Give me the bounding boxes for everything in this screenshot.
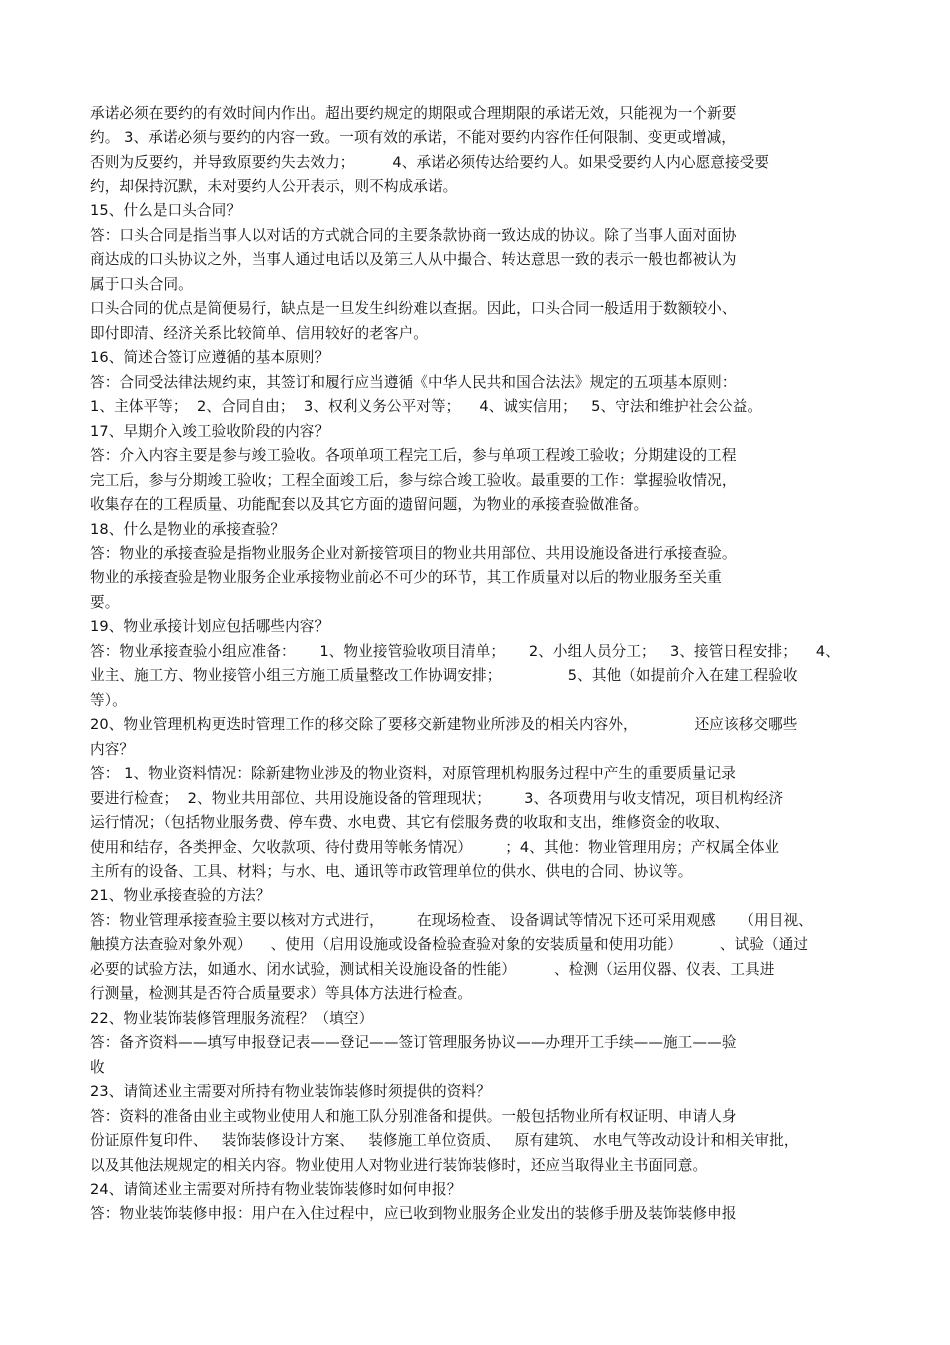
text-line: 运行情况；（包括物业服务费、停车费、水电费、其它有偿服务费的收取和支出，维修资金的收取、 bbox=[90, 814, 730, 831]
text-line: 答：物业管理承接查验主要以核对方式进行， 在现场检查、 设备调试等情况下还可采用观感 （用目视、 bbox=[90, 912, 813, 929]
question-heading: 24、请简述业主需要对所持有物业装饰装修时如何申报？ bbox=[90, 1181, 462, 1198]
question-heading: 20、物业管理机构更迭时管理工作的移交除了要移交新建物业所涉及的相关内容外， 还应该移交哪些 bbox=[90, 716, 798, 733]
text-line: 商达成的口头协议之外，当事人通过电话以及第三人从中撮合、转达意思一致的表示一般也都被认为 bbox=[90, 251, 737, 268]
text-line: 答：物业承接查验小组应准备： 1、物业接管验收项目清单； 2、小组人员分工； 3、接管日程安排； 4、 bbox=[90, 643, 840, 660]
question-heading: 15、什么是口头合同？ bbox=[90, 202, 242, 219]
text-line: 要进行检查； 2、物业共用部位、共用设施设备的管理现状； 3、各项费用与收支情况，项目机构经济 bbox=[90, 790, 784, 807]
text-line: 以及其他法规规定的相关内容。物业使用人对物业进行装饰装修时，还应当取得业主书面同意。 bbox=[90, 1157, 708, 1174]
question-heading: 23、请简述业主需要对所持有物业装饰装修时须提供的资料？ bbox=[90, 1083, 491, 1100]
question-heading: 19、物业承接计划应包括哪些内容？ bbox=[90, 618, 330, 635]
text-line: 触摸方法查验对象外观） 、使用（启用设施或设备检验查验对象的安装质量和使用功能） 、试验（通过 bbox=[90, 936, 809, 953]
text-line: 主所有的设备、工具、材料；与水、电、通讯等市政管理单位的供水、供电的合同、协议等。 bbox=[90, 863, 693, 880]
question-heading: 21、物业承接查验的方法？ bbox=[90, 887, 271, 904]
question-heading: 22、物业装饰装修管理服务流程？（填空） bbox=[90, 1010, 374, 1027]
text-line: 口头合同的优点是简便易行，缺点是一旦发生纠纷难以查据。因此，口头合同一般适用于数额较小、 bbox=[90, 300, 737, 317]
text-line: 收 bbox=[90, 1059, 105, 1076]
text-line: 要。 bbox=[90, 594, 120, 611]
text-line: 属于口头合同。 bbox=[90, 276, 193, 293]
text-line: 约，却保持沉默，未对要约人公开表示，则不构成承诺。 bbox=[90, 178, 458, 195]
text-line: 完工后，参与分期竣工验收；工程全面竣工后，参与综合竣工验收。最重要的工作：掌握验收情况， bbox=[90, 472, 737, 489]
text-line: 业主、施工方、物业接管小组三方施工质量整改工作协调安排； 5、其他（如提前介入在建工程验收 bbox=[90, 667, 798, 684]
text-line: 答：物业装饰装修申报：用户在入住过程中，应已收到物业服务企业发出的装修手册及装饰装修申报 bbox=[90, 1205, 737, 1222]
text-line: 否则为反要约，并导致原要约失去效力； 4、承诺必须传达给要约人。如果受要约人内心愿意接受要 bbox=[90, 154, 770, 171]
text-line: 答： 1、物业资料情况：除新建物业涉及的物业资料，对原管理机构服务过程中产生的重要质量记录 bbox=[90, 765, 736, 782]
question-heading: 内容？ bbox=[90, 741, 135, 758]
text-line: 份证原件复印件、 装饰装修设计方案、 装修施工单位资质、 原有建筑、 水电气等改动设计和相关审批， bbox=[90, 1132, 799, 1149]
question-heading: 18、什么是物业的承接查验？ bbox=[90, 521, 286, 538]
text-line: 答：备齐资料——填写申报登记表——登记——签订管理服务协议——办理开工手续——施工——验 bbox=[90, 1034, 737, 1051]
text-line: 答：口头合同是指当事人以对话的方式就合同的主要条款协商一致达成的协议。除了当事人面对面协 bbox=[90, 227, 737, 244]
question-heading: 17、早期介入竣工验收阶段的内容？ bbox=[90, 423, 330, 440]
text-line: 约。 3、承诺必须与要约的内容一致。一项有效的承诺，不能对要约内容作任何限制、变更或增减， bbox=[90, 129, 736, 146]
text-line: 物业的承接查验是物业服务企业承接物业前必不可少的环节，其工作质量对以后的物业服务至关重 bbox=[90, 569, 722, 586]
text-line: 收集存在的工程质量、功能配套以及其它方面的遗留问题，为物业的承接查验做准备。 bbox=[90, 496, 649, 513]
text-line: 等）。 bbox=[90, 692, 127, 709]
text-line: 答：物业的承接查验是指物业服务企业对新接管项目的物业共用部位、共用设施设备进行承接查验。 bbox=[90, 545, 737, 562]
text-line: 承诺必须在要约的有效时间内作出。超出要约规定的期限或合理期限的承诺无效，只能视为一个新要 bbox=[90, 105, 737, 122]
text-line: 必要的试验方法，如通水、闭水试验，测试相关设施设备的性能） 、检测（运用仪器、仪表、工具进 bbox=[90, 961, 775, 978]
text-line: 使用和结存，各类押金、欠收款项、待付费用等帐务情况） ；4、其他：物业管理用房；产权属全体业 bbox=[90, 839, 780, 856]
text-line: 答：资料的准备由业主或物业使用人和施工队分别准备和提供。一般包括物业所有权证明、申请人身 bbox=[90, 1108, 737, 1125]
text-line: 1、主体平等； 2、合同自由； 3、权利义务公平对等； 4、诚实信用； 5、守法和维护社会公益。 bbox=[90, 398, 763, 415]
text-line: 即付即清、经济关系比较简单、信用较好的老客户。 bbox=[90, 325, 428, 342]
question-heading: 16、简述合签订应遵循的基本原则？ bbox=[90, 349, 330, 366]
text-line: 行测量，检测其是否符合质量要求）等具体方法进行检查。 bbox=[90, 985, 473, 1002]
text-line: 答：合同受法律法规约束，其签订和履行应当遵循《中华人民共和国合法法》规定的五项基本原则： bbox=[90, 374, 737, 391]
text-line: 答：介入内容主要是参与竣工验收。各项单项工程完工后，参与单项工程竣工验收；分期建设的工程 bbox=[90, 447, 737, 464]
